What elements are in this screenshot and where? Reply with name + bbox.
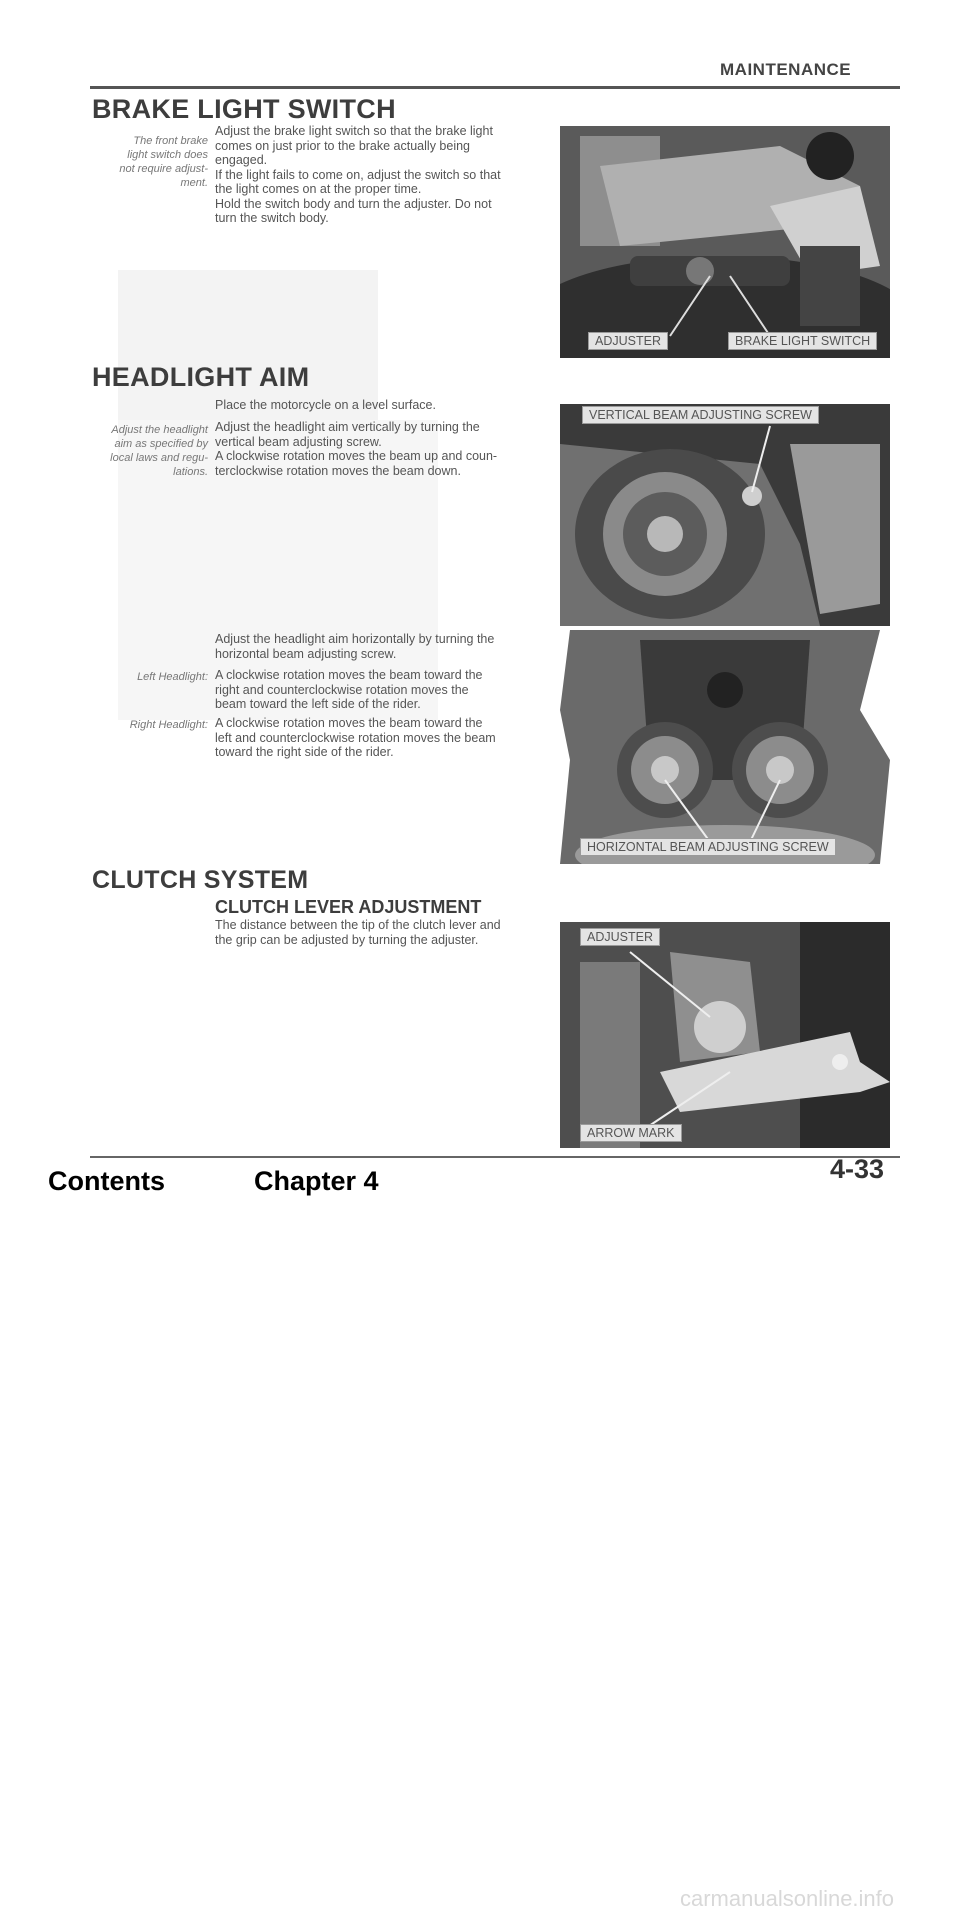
header-rule	[90, 86, 900, 89]
brake-light-title: BRAKE LIGHT SWITCH	[92, 94, 396, 124]
clutch-body: The distance between the tip of the clutch lever and the grip can be adjusted by turning the adjuster.	[215, 918, 501, 947]
callout-adjuster: ADJUSTER	[588, 332, 668, 350]
vertical-adjust-photo	[560, 404, 890, 626]
brake-light-sidenote: The front brake light switch does not require adjust- ment.	[119, 135, 208, 189]
contents-link[interactable]: Contents	[48, 1166, 165, 1196]
right-headlight-label: Right Headlight:	[129, 719, 208, 731]
callout-arrow-mark: ARROW MARK	[580, 1124, 682, 1142]
headlight-vertical-body: Adjust the headlight aim vertically by turning the vertical beam adjusting screw. A clockwise rotation moves the beam up and coun- terclockwise rotation moves the beam down.	[215, 420, 498, 478]
left-headlight-body: A clockwise rotation moves the beam toward the right and counterclockwise rotation moves the beam toward the left side of the rider.	[215, 668, 483, 711]
brake-light-photo	[560, 126, 890, 358]
headlight-sidenote: Adjust the headlight aim as specified by local laws and regu- lations.	[110, 424, 208, 478]
footer-rule	[90, 1156, 900, 1158]
watermark: carmanualsonline.info	[680, 1886, 895, 1911]
clutch-lever-photo	[560, 922, 890, 1148]
chapter-link[interactable]: Chapter 4	[254, 1166, 379, 1196]
clutch-subtitle: CLUTCH LEVER ADJUSTMENT	[215, 897, 482, 917]
right-headlight-body: A clockwise rotation moves the beam toward the left and counterclockwise rotation moves the beam toward the right side of the rider.	[215, 716, 496, 759]
headlight-horizontal-intro: Adjust the headlight aim horizontally by turning the horizontal beam adjusting screw.	[215, 632, 495, 661]
page-number: 4-33	[830, 1154, 885, 1184]
callout-horizontal-screw: HORIZONTAL BEAM ADJUSTING SCREW	[580, 838, 836, 856]
brake-light-body: Adjust the brake light switch so that the brake light comes on just prior to the brake actually being engaged. If the light fails to come on, adjust the switch so that the light comes on at the proper time. Hold the switch body and turn the adjuster. Do not turn the switch body.	[215, 124, 501, 225]
section-header: MAINTENANCE	[720, 60, 852, 79]
headlight-title: HEADLIGHT AIM	[92, 362, 310, 392]
left-headlight-label: Left Headlight:	[137, 671, 208, 683]
headlight-intro: Place the motorcycle on a level surface.	[215, 398, 436, 412]
horizontal-adjust-photo	[560, 630, 890, 864]
clutch-title: CLUTCH SYSTEM	[92, 866, 309, 894]
callout-vertical-screw: VERTICAL BEAM ADJUSTING SCREW	[582, 406, 819, 424]
callout-brake-light-switch: BRAKE LIGHT SWITCH	[728, 332, 877, 350]
callout-clutch-adjuster: ADJUSTER	[580, 928, 660, 946]
